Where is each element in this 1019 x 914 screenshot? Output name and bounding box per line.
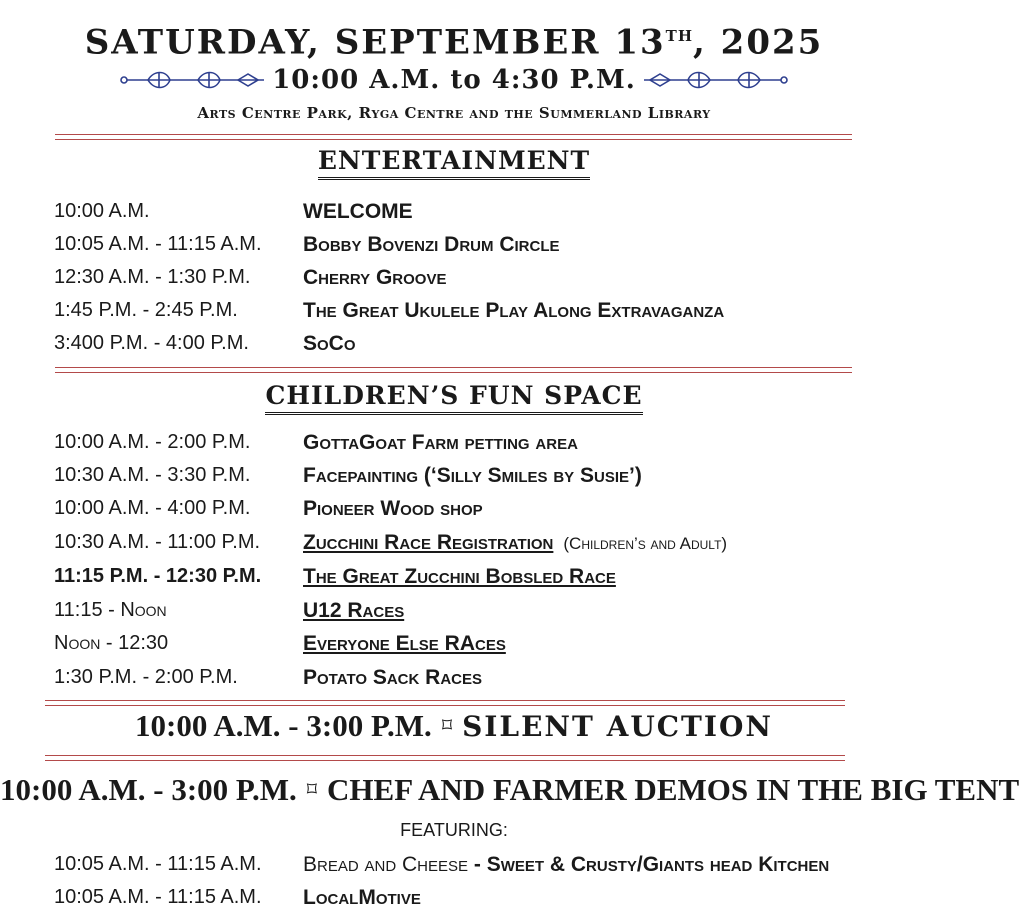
row-event: GottaGoat Farm petting area bbox=[303, 431, 578, 454]
row-time: Noon - 12:30 bbox=[54, 632, 169, 654]
silent-auction-line bbox=[0, 708, 908, 744]
featuring-label: FEATURING: bbox=[400, 820, 508, 840]
schedule-row bbox=[0, 261, 908, 294]
lozenge-icon: ⌑ bbox=[306, 777, 318, 801]
row-time: 3:400 P.M. - 4:00 P.M. bbox=[54, 332, 249, 354]
divider bbox=[45, 700, 845, 706]
divider bbox=[45, 755, 845, 761]
auction-title: SILENT AUCTION bbox=[462, 710, 773, 743]
schedule-row bbox=[0, 594, 908, 627]
event-hours-row bbox=[0, 62, 908, 98]
row-time: 10:00 A.M. - 4:00 P.M. bbox=[54, 497, 251, 519]
row-event: Potato Sack Races bbox=[303, 666, 483, 689]
schedule-row bbox=[0, 560, 908, 593]
demos-time: 10:00 A.M. - 3:00 P.M. bbox=[0, 772, 297, 807]
row-time: 11:15 - Noon bbox=[54, 599, 167, 621]
schedule-row bbox=[0, 426, 908, 459]
row-event: Pioneer Wood shop bbox=[303, 497, 483, 520]
row-event: The Great Ukulele Play Along Extravaganza bbox=[303, 299, 725, 322]
row-time: 11:15 P.M. - 12:30 P.M. bbox=[54, 565, 262, 587]
divider bbox=[55, 134, 852, 140]
right-ornament-icon bbox=[640, 68, 790, 92]
schedule-row bbox=[0, 661, 908, 694]
event-date: SATURDAY, SEPTEMBER 13TH, 2025 bbox=[84, 22, 824, 63]
row-event bbox=[303, 848, 829, 881]
row-event: Bobby Bovenzi Drum Circle bbox=[303, 233, 560, 256]
registration-link[interactable]: Zucchini Race Registration bbox=[303, 531, 554, 554]
event-hours: 10:00 A.M. to 4:30 P.M. bbox=[272, 65, 636, 95]
row-time: 10:00 A.M. bbox=[54, 200, 150, 222]
row-event: WELCOME bbox=[303, 200, 413, 223]
auction-time: 10:00 A.M. - 3:00 P.M. bbox=[135, 708, 432, 743]
row-time: 1:45 P.M. - 2:45 P.M. bbox=[54, 299, 238, 321]
u12-races-link[interactable]: U12 Races bbox=[303, 599, 405, 622]
row-time: 12:30 A.M. - 1:30 P.M. bbox=[54, 266, 251, 288]
left-ornament-icon bbox=[118, 68, 268, 92]
row-time: 10:30 A.M. - 3:30 P.M. bbox=[54, 464, 251, 486]
row-time: 1:30 P.M. - 2:00 P.M. bbox=[54, 666, 238, 688]
registration-note: (Children’s and Adult) bbox=[563, 534, 728, 553]
row-time: 10:05 A.M. - 11:15 A.M. bbox=[54, 233, 262, 255]
schedule-row bbox=[0, 627, 908, 660]
demos-title: CHEF AND FARMER DEMOS IN THE BIG TENT bbox=[327, 772, 1019, 807]
schedule-row bbox=[0, 327, 908, 360]
schedule-row bbox=[0, 195, 908, 228]
schedule-row bbox=[0, 881, 908, 914]
childrens-heading: CHILDREN’S FUN SPACE bbox=[0, 381, 908, 415]
bobsled-race-link[interactable]: The Great Zucchini Bobsled Race bbox=[303, 565, 616, 588]
row-time: 10:05 A.M. - 11:15 A.M. bbox=[54, 886, 262, 908]
schedule-row bbox=[0, 228, 908, 261]
row-event bbox=[303, 526, 727, 560]
demo-vendor: - Sweet & Crusty/Giants head Kitchen bbox=[468, 853, 830, 876]
schedule-row bbox=[0, 294, 908, 327]
lozenge-icon: ⌑ bbox=[441, 713, 453, 737]
entertainment-heading: ENTERTAINMENT bbox=[0, 146, 908, 180]
row-event: Cherry Groove bbox=[303, 266, 447, 289]
row-time: 10:00 A.M. - 2:00 P.M. bbox=[54, 431, 251, 453]
event-location: Arts Centre Park, Ryga Centre and the Summerland Library bbox=[197, 104, 711, 122]
row-event: SoCo bbox=[303, 332, 356, 355]
schedule-row bbox=[0, 492, 908, 525]
schedule-row bbox=[0, 459, 908, 492]
schedule-row bbox=[0, 526, 908, 559]
demos-line bbox=[0, 772, 1019, 808]
schedule-row bbox=[0, 848, 908, 881]
demo-subject: Bread and Cheese bbox=[303, 853, 469, 876]
everyone-races-link[interactable]: Everyone Else RAces bbox=[303, 632, 506, 655]
date-ordinal: TH bbox=[665, 27, 693, 45]
row-event: Facepainting (‘Silly Smiles by Susie’) bbox=[303, 464, 642, 487]
row-time: 10:30 A.M. - 11:00 P.M. bbox=[54, 531, 261, 553]
row-time: 10:05 A.M. - 11:15 A.M. bbox=[54, 853, 262, 875]
divider bbox=[55, 367, 852, 373]
row-event: LocalMotive bbox=[303, 886, 421, 909]
